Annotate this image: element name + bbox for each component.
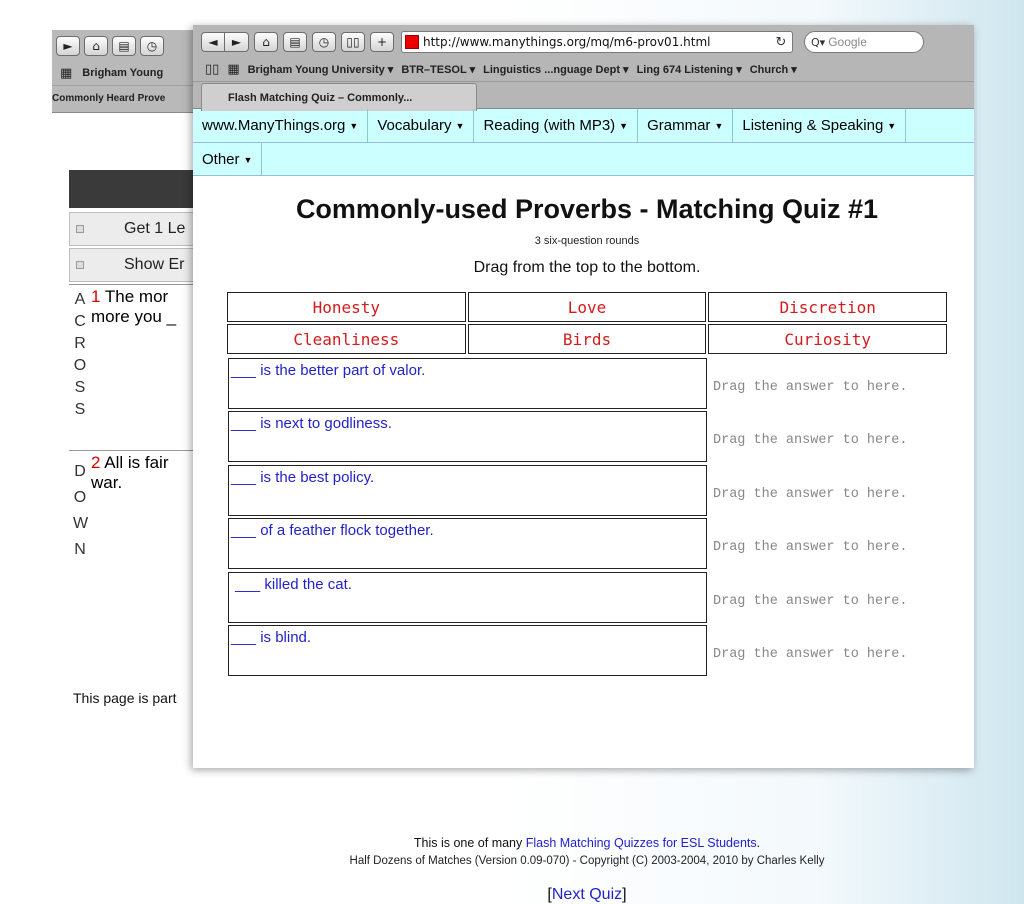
across-letter: S xyxy=(74,379,86,396)
question-text: ___ is the best policy. xyxy=(228,465,707,516)
grid-icon[interactable]: ▦ xyxy=(227,61,240,77)
quiz-subtitle: 3 six-question rounds xyxy=(534,235,640,247)
next-quiz-link[interactable]: Next Quiz xyxy=(551,886,623,903)
question-text: ___ killed the cat. xyxy=(228,572,707,623)
bracket-close: ] xyxy=(622,886,627,903)
answer-bank xyxy=(227,292,947,356)
footer-prefix: This is one of many xyxy=(413,836,526,850)
nav-label: Grammar xyxy=(647,117,711,134)
drop-target[interactable]: Drag the answer to here. xyxy=(713,486,908,502)
site-nav xyxy=(193,109,974,176)
bg-footer-text: This page is part xyxy=(73,690,177,706)
foreground-browser-window xyxy=(193,25,974,903)
across-vertical-label xyxy=(73,289,87,421)
footer-text xyxy=(193,836,981,850)
tab-row xyxy=(193,81,974,111)
clock-icon[interactable]: ◷ xyxy=(312,32,336,52)
plus-icon[interactable]: + xyxy=(370,32,394,52)
question-row xyxy=(228,572,948,625)
drop-target[interactable]: Drag the answer to here. xyxy=(713,646,908,662)
answer-tile[interactable]: Cleanliness xyxy=(227,324,466,354)
answer-tile[interactable]: Discretion xyxy=(708,292,947,322)
bg-bookmarks-bar xyxy=(52,61,202,85)
browser-toolbar xyxy=(193,25,974,59)
reload-icon[interactable]: ↻ xyxy=(775,34,787,50)
down-vertical-label xyxy=(73,459,87,563)
question-list xyxy=(228,358,948,678)
question-text: ___ is blind. xyxy=(228,625,707,676)
question-text: ___ is next to godliness. xyxy=(228,411,707,462)
answer-tile[interactable]: Curiosity xyxy=(708,324,947,354)
nav-label: Vocabulary xyxy=(377,117,452,134)
across-letter: A xyxy=(74,291,86,308)
across-letter: C xyxy=(74,313,86,330)
clue-text: more you _ xyxy=(91,307,177,326)
address-bar[interactable] xyxy=(401,31,793,53)
quizzes-link[interactable]: Flash Matching Quizzes for ESL Students xyxy=(525,836,757,850)
down-clues-panel xyxy=(69,450,209,650)
caret-down-icon: ▼ xyxy=(887,120,897,131)
question-row xyxy=(228,625,948,678)
nav-menu-other[interactable] xyxy=(193,143,262,176)
clue-number: 2 xyxy=(91,453,101,472)
quiz-instruction: Drag from the top to the bottom. xyxy=(473,259,701,276)
caret-down-icon: ▼ xyxy=(349,120,359,131)
across-letter: S xyxy=(74,401,86,418)
bg-toolbar xyxy=(52,30,202,61)
caret-down-icon: ▼ xyxy=(455,120,465,131)
question-row xyxy=(228,465,948,518)
nav-menu-listening[interactable] xyxy=(733,109,906,142)
next-quiz xyxy=(193,886,981,904)
down-letter: O xyxy=(73,489,87,506)
bookmark-item[interactable]: BTR–TESOL ▾ xyxy=(401,63,476,76)
search-field[interactable] xyxy=(804,31,924,53)
answer-tile[interactable]: Birds xyxy=(468,324,707,354)
across-letter: O xyxy=(73,357,87,374)
bookmark-item[interactable]: Linguistics ...nguage Dept ▾ xyxy=(483,63,629,76)
nav-label: Other xyxy=(202,151,240,168)
printer-icon[interactable]: ▤ xyxy=(112,36,136,56)
nav-label: www.ManyThings.org xyxy=(202,117,346,134)
nav-button-group xyxy=(201,32,249,52)
question-row xyxy=(228,411,948,464)
bg-header-bar xyxy=(69,170,209,208)
down-letter: N xyxy=(74,541,86,558)
nav-label: Reading (with MP3) xyxy=(483,117,616,134)
background-browser-window xyxy=(52,30,202,768)
question-row xyxy=(228,358,948,411)
bg-tab[interactable]: Commonly Heard Prove xyxy=(52,85,202,111)
answer-tile[interactable]: Honesty xyxy=(227,292,466,322)
nav-row xyxy=(193,142,974,175)
answer-tile[interactable]: Love xyxy=(468,292,707,322)
browser-chrome xyxy=(193,25,974,109)
drop-target[interactable]: Drag the answer to here. xyxy=(713,540,908,556)
clock-icon[interactable]: ◷ xyxy=(140,36,164,56)
back-arrow-icon[interactable]: ◄ xyxy=(201,32,225,52)
book-icon[interactable]: ▯▯ xyxy=(205,61,220,77)
bracket-open: [ xyxy=(547,886,552,903)
caret-down-icon: ▼ xyxy=(619,120,629,131)
clue-number: 1 xyxy=(91,287,101,306)
bookmark-item[interactable]: Ling 674 Listening ▾ xyxy=(636,63,742,76)
forward-arrow-icon[interactable]: ► xyxy=(56,36,80,56)
forward-arrow-icon[interactable]: ► xyxy=(225,32,249,52)
clue-text: The mor xyxy=(104,287,169,306)
checkbox-icon xyxy=(76,261,84,269)
checkbox-icon xyxy=(76,225,84,233)
search-placeholder: Google xyxy=(828,35,867,49)
home-icon[interactable]: ⌂ xyxy=(84,36,108,56)
clue-text: war. xyxy=(91,473,123,492)
home-icon[interactable]: ⌂ xyxy=(254,32,278,52)
caret-down-icon: ▼ xyxy=(714,120,724,131)
nav-menu-vocabulary[interactable] xyxy=(368,109,474,142)
bg-bookmark-item[interactable]: Brigham Young xyxy=(82,67,164,79)
nav-menu-reading[interactable] xyxy=(474,109,638,142)
search-icon[interactable]: Q▾ xyxy=(811,35,826,49)
down-letter: D xyxy=(74,463,86,480)
bookmark-item[interactable]: Brigham Young University ▾ xyxy=(247,63,394,76)
bg-get-letter-button[interactable] xyxy=(69,212,209,246)
bookmarks-bar xyxy=(193,59,974,79)
printer-icon[interactable]: ▤ xyxy=(283,32,307,52)
url-text[interactable]: http://www.manythings.org/mq/m6-prov01.html xyxy=(423,35,711,49)
clue-text: All is fair xyxy=(104,453,169,472)
question-text: ___ of a feather flock together. xyxy=(228,518,707,569)
caret-down-icon: ▼ xyxy=(243,154,253,165)
grid-icon[interactable]: ▦ xyxy=(60,65,73,81)
question-row xyxy=(228,518,948,571)
bg-browser-chrome xyxy=(52,30,202,113)
drop-target[interactable]: Drag the answer to here. xyxy=(713,433,908,449)
across-clues-panel xyxy=(69,284,209,450)
footer-suffix: . xyxy=(756,836,761,850)
question-text: ___ is the better part of valor. xyxy=(228,358,707,409)
bg-show-errors-button[interactable] xyxy=(69,248,209,282)
bg-button-label: Get 1 Le xyxy=(124,220,186,237)
nav-label: Listening & Speaking xyxy=(742,117,884,134)
copyright-text: Half Dozens of Matches (Version 0.09-070) - Copyright (C) 2003-2004, 2010 by Charles Kelly xyxy=(349,855,825,867)
page-title: Commonly-used Proverbs - Matching Quiz #1 xyxy=(295,194,879,224)
active-tab[interactable]: Flash Matching Quiz – Commonly... xyxy=(201,83,477,111)
favicon-icon xyxy=(405,35,419,49)
drop-target[interactable]: Drag the answer to here. xyxy=(713,380,908,395)
bookmark-item[interactable]: Church ▾ xyxy=(749,63,797,76)
bg-button-label: Show Er xyxy=(124,256,185,273)
nav-menu-grammar[interactable] xyxy=(638,109,733,142)
down-letter: W xyxy=(73,515,89,532)
nav-menu-manythings[interactable] xyxy=(193,109,368,142)
nav-row xyxy=(193,109,974,142)
drop-target[interactable]: Drag the answer to here. xyxy=(713,593,908,609)
across-letter: R xyxy=(74,335,86,352)
book-icon[interactable]: ▯▯ xyxy=(341,32,365,52)
